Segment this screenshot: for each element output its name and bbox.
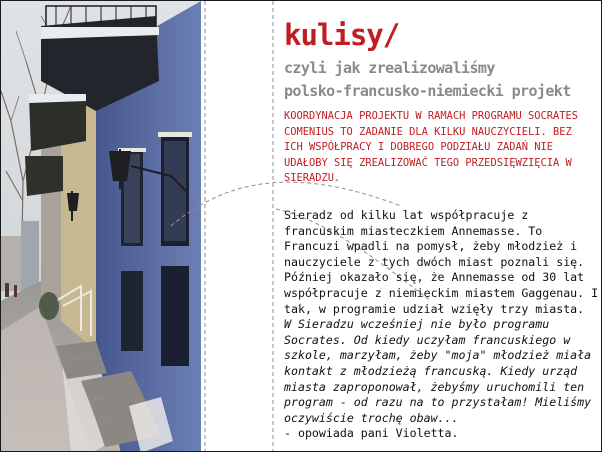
article-intro: KOORDYNACJA PROJEKTU W RAMACH PROGRAMU SOCRATES COMENIUS TO ZADANIE DLA KILKU NAUCZYCIELI. BEZ ICH WSPÓŁPRACY I DOBREGO PODZIAŁU ZADAŃ NIE UDAŁOBY SIĘ ZREALIZOWAĆ TEGO PRZEDSIĘWZIĘCIA W SIERADZU. xyxy=(284,110,579,184)
article-body xyxy=(284,208,602,442)
quote-paragraph: W Sieradzu wcześniej nie było programu Socrates. Od kiedy uczyłam francuskiego w szkole, marzyłam, żeby "moja" młodzież miała kontakt z młodzieżą francuską. Kiedy urząd miasta zaproponował, żebyśmy uruchomili ten program - od razu na to przystałam! Mieliśmy oczywiście trochę obaw... xyxy=(284,317,592,425)
article-subtitle xyxy=(284,57,571,103)
subtitle-line: czyli jak zrealizowaliśmy xyxy=(284,59,495,77)
body-paragraph: Sieradz od kilku lat współpracuje z francuskim miasteczkiem Annemasse. To Francuzi wpadli na pomysł, żeby młodzież i nauczyciele z tych dwóch miast poznali się. Później okazało się, że Annemasse od 30 lat współpracuje z niemieckim miastem Gaggenau. I tak, w programie udział wzięły trzy miasta. xyxy=(284,208,599,316)
article-title: kulisy/ xyxy=(284,18,400,52)
quote-attribution: - opowiada pani Violetta. xyxy=(284,426,459,441)
subtitle-line: polsko-francusko-niemiecki projekt xyxy=(284,82,571,100)
